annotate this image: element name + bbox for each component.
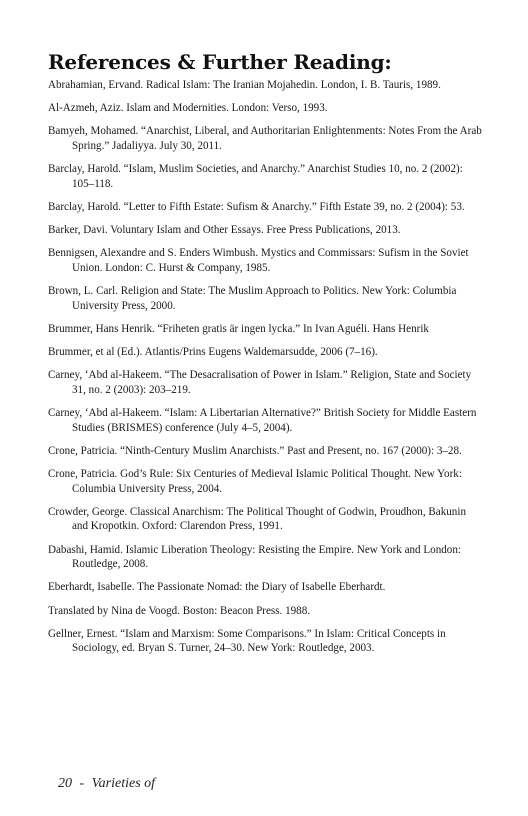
reference-item: Translated by Nina de Voogd. Boston: Beacon Press. 1988. (48, 604, 311, 617)
reference-item: Carney, ‘Abd al-Hakeem. “The Desacralisation of Power in Islam.” Religion, State and Society 31, no. 2 (2003): 203–219. (48, 369, 472, 396)
reference-item: Brown, L. Carl. Religion and State: The Muslim Approach to Politics. New York: Columbia University Press, 2000. (48, 285, 457, 312)
page-body (48, 50, 484, 665)
footer-separator: - (79, 776, 85, 791)
reference-item: Barclay, Harold. “Islam, Muslim Societies, and Anarchy.” Anarchist Studies 10, no. 2 (2002): 105–118. (48, 163, 463, 190)
reference-item: Crone, Patricia. “Ninth-Century Muslim Anarchists.” Past and Present, no. 167 (2000): 3–28. (48, 444, 462, 457)
reference-item: Al-Azmeh, Aziz. Islam and Modernities. London: Verso, 1993. (48, 102, 328, 115)
reference-item: Crowder, George. Classical Anarchism: The Political Thought of Godwin, Proudhon, Bakunin and Kropotkin. Oxford: Clarendon Press, 1991. (48, 505, 466, 533)
reference-item: Gellner, Ernest. “Islam and Marxism: Some Comparisons.” In Islam: Critical Concepts in Sociology, ed. Bryan S. Turner, 24–30. New York: Routledge, 2003. (48, 627, 446, 655)
reference-item: Eberhardt, Isabelle. The Passionate Nomad: the Diary of Isabelle Eberhardt. (48, 581, 386, 594)
reference-item: Brummer, et al (Ed.). Atlantis/Prins Eugens Waldemarsudde, 2006 (7–16). (48, 346, 378, 359)
running-title: Varieties of (91, 776, 156, 791)
reference-item: Barker, Davi. Voluntary Islam and Other Essays. Free Press Publications, 2013. (48, 224, 401, 237)
reference-item: Brummer, Hans Henrik. “Friheten gratis är ingen lycka.” In Ivan Aguéli. Hans Henrik (48, 322, 429, 335)
reference-list (48, 78, 484, 656)
reference-item: Barclay, Harold. “Letter to Fifth Estate: Sufism & Anarchy.” Fifth Estate 39, no. 2 (2004): 53. (48, 200, 465, 213)
reference-item: Abrahamian, Ervand. Radical Islam: The Iranian Mojahedin. London, I. B. Tauris, 1989. (48, 79, 441, 91)
section-heading: References & Further Reading: (48, 50, 392, 74)
page-number: 20 (58, 776, 72, 791)
page-footer (58, 776, 155, 792)
reference-item: Bamyeh, Mohamed. “Anarchist, Liberal, and Authoritarian Enlightenments: Notes From the Arab Spring.” Jadaliyya. July 30, 2011. (48, 125, 482, 152)
reference-item: Carney, ‘Abd al-Hakeem. “Islam: A Libertarian Alternative?” British Society for Middle Eastern Studies (BRISMES) conference (July 4–5, 2004). (48, 407, 477, 434)
reference-item: Dabashi, Hamid. Islamic Liberation Theology: Resisting the Empire. New York and London: Routledge, 2008. (48, 543, 461, 571)
reference-item: Crone, Patricia. God’s Rule: Six Centuries of Medieval Islamic Political Thought. New York: Columbia University Press, 2004. (48, 468, 462, 495)
reference-item: Bennigsen, Alexandre and S. Enders Wimbush. Mystics and Commissars: Sufism in the Soviet Union. London: C. Hurst & Company, 1985. (48, 247, 469, 274)
